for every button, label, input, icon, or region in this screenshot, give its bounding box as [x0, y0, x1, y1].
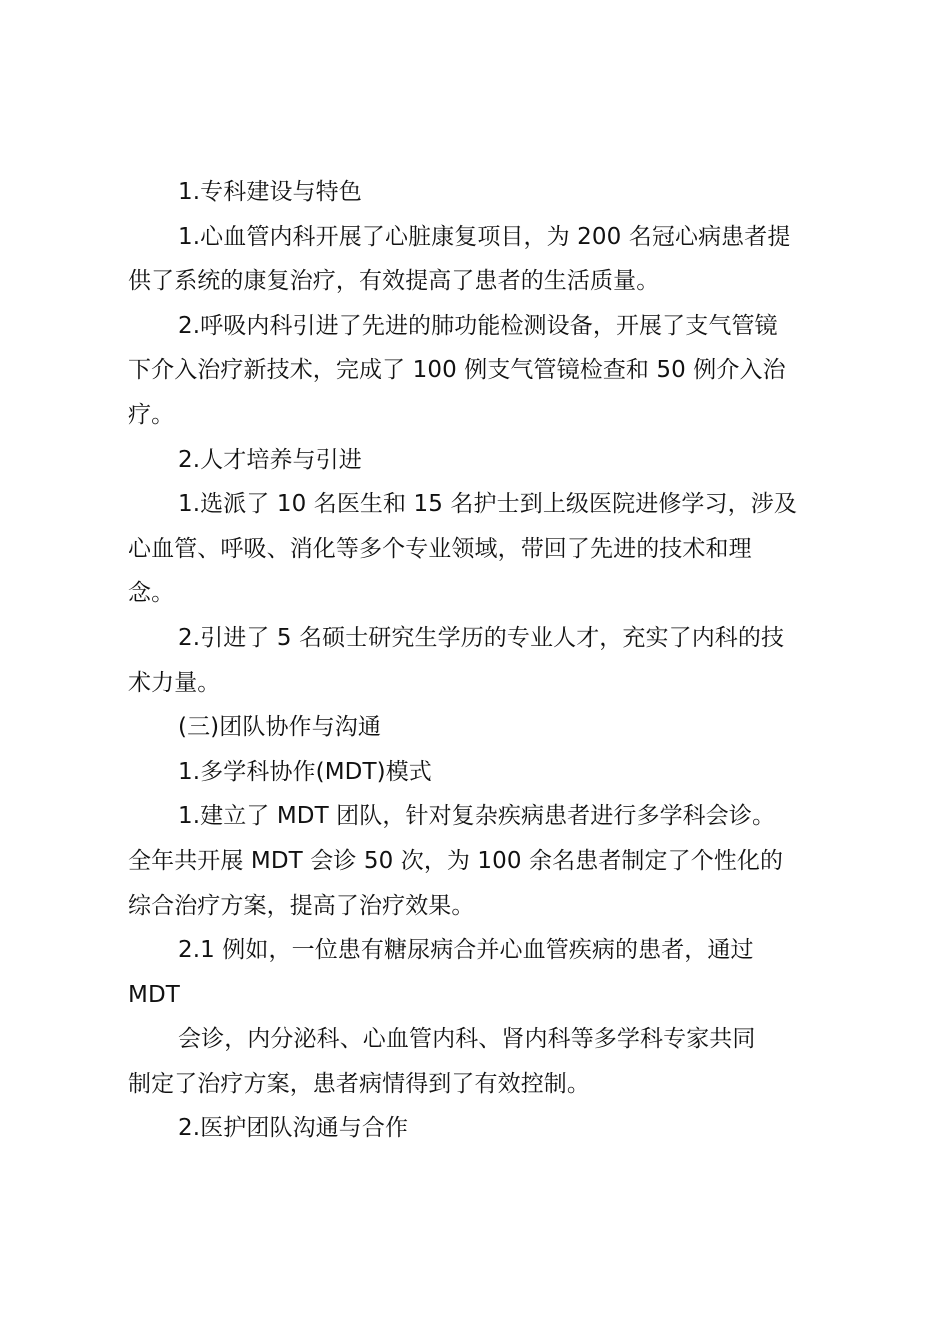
paragraph-line: 1.选派了 10 名医生和 15 名护士到上级医院进修学习，涉及 [178, 491, 797, 518]
section-heading: 1.专科建设与特色 [178, 179, 362, 205]
paragraph-line: 1.心血管内科开展了心脏康复项目，为 200 名冠心病患者提 [178, 223, 791, 250]
paragraph-line: 2.呼吸内科引进了先进的肺功能检测设备，开展了支气管镜 [178, 312, 778, 339]
paragraph-line: 会诊，内分泌科、心血管内科、肾内科等多学科专家共同 [178, 1026, 756, 1053]
paragraph-line: 制定了治疗方案，患者病情得到了有效控制。 [128, 1070, 590, 1097]
paragraph-line: 术力量。 [128, 669, 221, 696]
paragraph-line: 1.建立了 MDT 团队，针对复杂疾病患者进行多学科会诊。 [178, 803, 776, 830]
section-heading: 1.多学科协作(MDT)模式 [178, 758, 432, 785]
paragraph-line: 综合治疗方案，提高了治疗效果。 [128, 892, 475, 919]
document-body [128, 170, 833, 1151]
paragraph-line: 疗。 [128, 401, 175, 428]
paragraph-line: 全年共开展 MDT 会诊 50 次，为 100 余名患者制定了个性化的 [128, 847, 784, 874]
section-heading: (三)团队协作与沟通 [178, 714, 381, 741]
paragraph-line: 下介入治疗新技术，完成了 100 例支气管镜检查和 50 例介入治 [128, 357, 786, 384]
paragraph-line: 2.1 例如，一位患有糖尿病合并心血管疾病的患者，通过 [178, 937, 754, 964]
paragraph-line: 念。 [128, 580, 175, 607]
paragraph-line: 心血管、呼吸、消化等多个专业领域，带回了先进的技术和理 [128, 535, 752, 562]
paragraph-line: 2.引进了 5 名硕士研究生学历的专业人才，充实了内科的技 [178, 624, 785, 651]
paragraph-line: 供了系统的康复治疗，有效提高了患者的生活质量。 [128, 268, 660, 295]
paragraph-line: MDT [128, 981, 180, 1008]
section-heading: 2.医护团队沟通与合作 [178, 1115, 409, 1142]
section-heading: 2.人才培养与引进 [178, 446, 362, 473]
